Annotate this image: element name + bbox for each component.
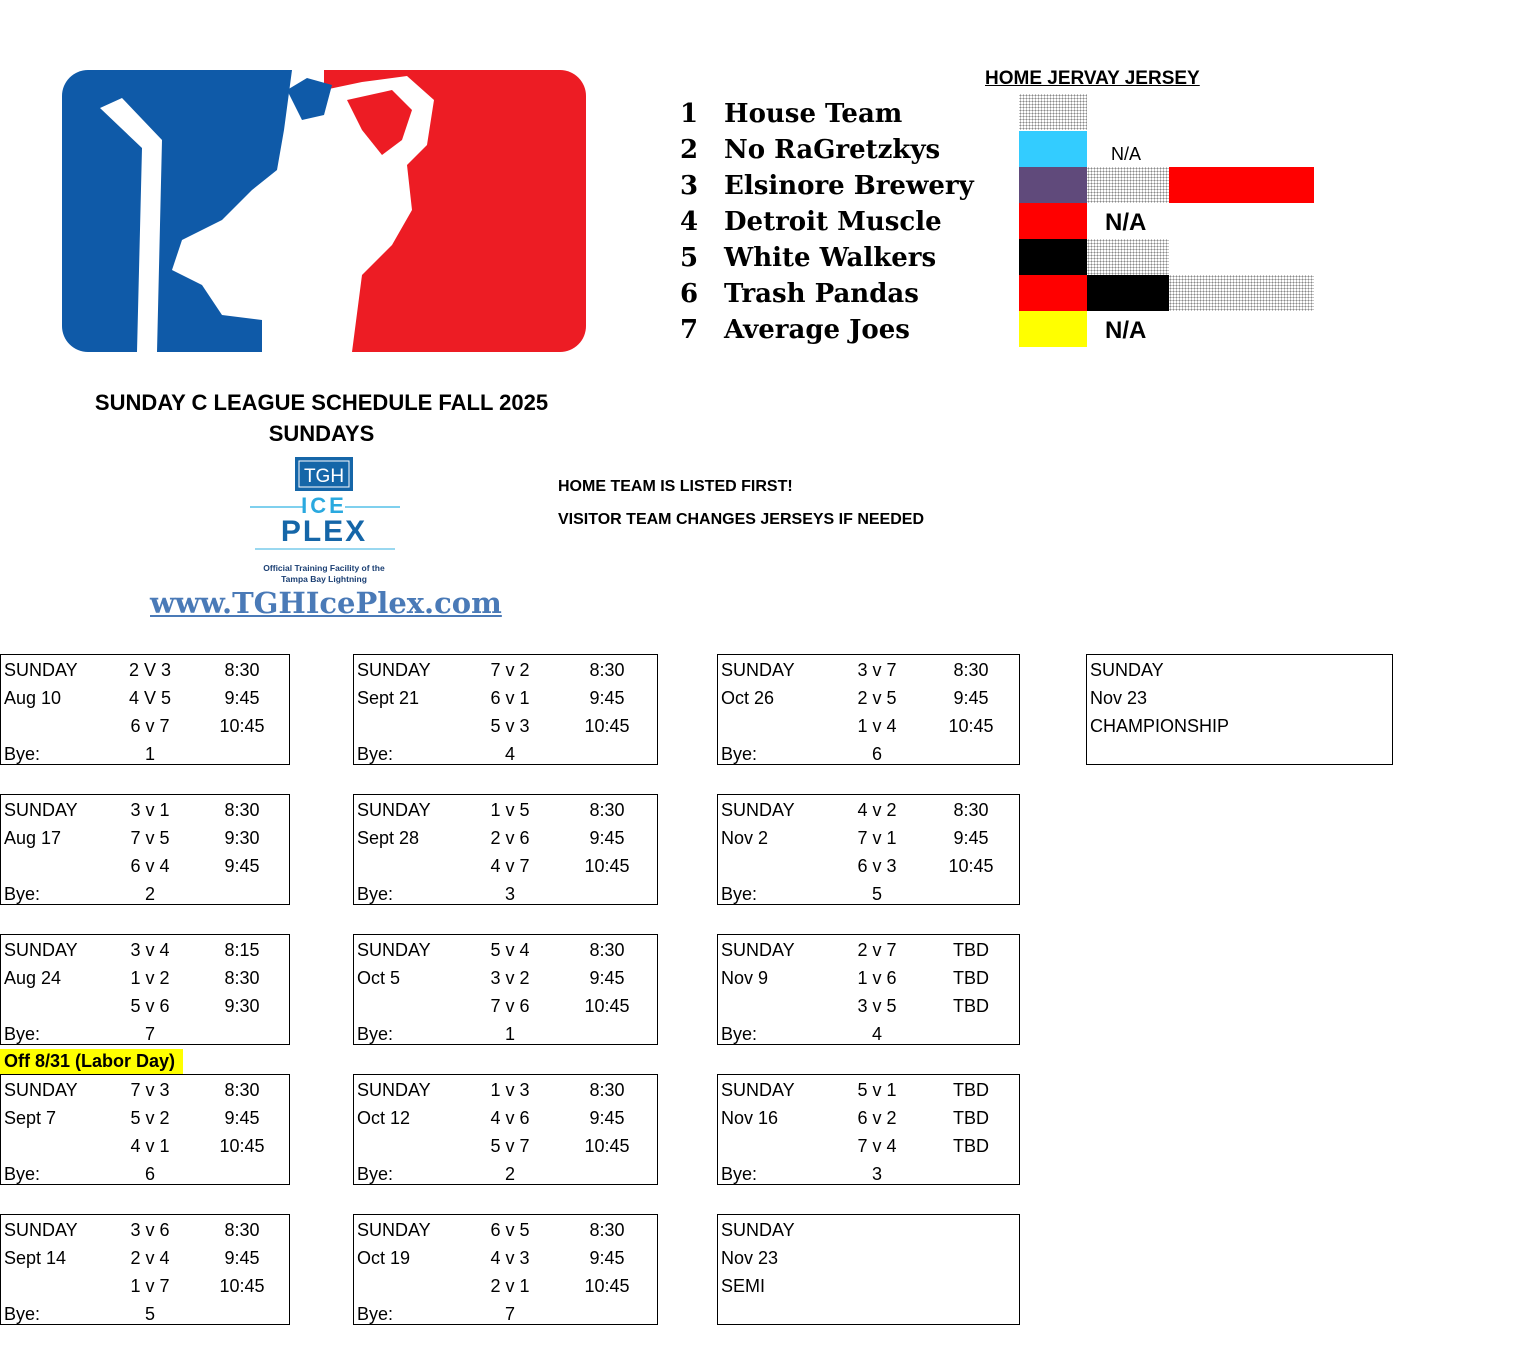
matchup: 4 v 7 — [490, 856, 530, 876]
game-time: 9:45 — [953, 688, 989, 708]
bye-team: 7 — [504, 1304, 515, 1324]
bye-team: 7 — [144, 1024, 155, 1044]
matchup: 1 v 7 — [130, 1276, 170, 1296]
game-time: TBD — [953, 1136, 989, 1156]
trash-pandas-away-jersey — [1087, 275, 1169, 311]
game-day-box — [0, 934, 290, 1045]
detroit-muscle-home-jersey — [1019, 203, 1087, 239]
game-time: 10:45 — [219, 716, 265, 736]
matchup: 6 v 1 — [490, 688, 530, 708]
matchup: 5 v 6 — [130, 996, 170, 1016]
date-label: Oct 5 — [357, 968, 401, 988]
date-label: Sept 7 — [4, 1108, 57, 1128]
bye-team: 1 — [504, 1024, 515, 1044]
game-time: TBD — [953, 1108, 989, 1128]
matchup: 4 v 3 — [490, 1248, 530, 1268]
game-time: 8:15 — [224, 940, 260, 960]
website-link[interactable]: www.TGHIcePlex.com — [150, 586, 502, 620]
date-label: Nov 16 — [721, 1108, 779, 1128]
matchup: 1 v 6 — [857, 968, 897, 988]
bye-label: Bye: — [357, 1024, 394, 1044]
team-name: Elsinore Brewery — [724, 171, 974, 201]
bye-team: 3 — [871, 1164, 882, 1184]
game-day-box — [0, 654, 290, 765]
game-time: 9:45 — [224, 1108, 260, 1128]
team-number: 4 — [680, 207, 699, 237]
bye-label: Bye: — [721, 884, 758, 904]
date-label: Oct 26 — [721, 688, 775, 708]
date-label: Nov 23 — [721, 1248, 779, 1268]
trash-pandas-third-jersey — [1169, 275, 1314, 311]
detroit-muscle-away-jersey: N/A — [1105, 209, 1147, 236]
matchup: 3 v 1 — [130, 800, 170, 820]
date-label: Oct 19 — [357, 1248, 411, 1268]
matchup: 7 v 4 — [857, 1136, 897, 1156]
bye-team: 4 — [504, 744, 515, 764]
date-label: Nov 23 — [1090, 688, 1148, 708]
day-label: SUNDAY — [4, 1080, 78, 1100]
bye-label: Bye: — [4, 884, 41, 904]
bye-team: 6 — [871, 744, 882, 764]
bye-team: 1 — [144, 744, 155, 764]
round-label: CHAMPIONSHIP — [1090, 716, 1230, 736]
bye-label: Bye: — [357, 1164, 394, 1184]
svg-text:Tampa Bay Lightning: Tampa Bay Lightning — [281, 574, 367, 584]
team-number: 1 — [680, 99, 699, 129]
matchup: 5 v 3 — [490, 716, 530, 736]
game-time: 8:30 — [953, 800, 989, 820]
white-walkers-home-jersey — [1019, 239, 1087, 275]
bye-label: Bye: — [721, 1164, 758, 1184]
game-time: 9:45 — [953, 828, 989, 848]
team-name: No RaGretzkys — [724, 135, 941, 165]
bye-label: Bye: — [721, 1024, 758, 1044]
game-time: 8:30 — [589, 800, 625, 820]
visitor-team-note: VISITOR TEAM CHANGES JERSEYS IF NEEDED — [558, 511, 924, 528]
matchup: 7 v 6 — [490, 996, 530, 1016]
team-name: Detroit Muscle — [724, 207, 942, 237]
day-label: SUNDAY — [4, 800, 78, 820]
day-label: SUNDAY — [357, 800, 431, 820]
average-joes-home-jersey — [1019, 311, 1087, 347]
bye-team: 5 — [871, 884, 882, 904]
matchup: 5 v 1 — [857, 1080, 897, 1100]
matchup: 6 v 5 — [490, 1220, 530, 1240]
day-label: SUNDAY — [721, 940, 795, 960]
team-number: 2 — [680, 135, 699, 165]
bye-team: 6 — [144, 1164, 155, 1184]
game-day-box — [353, 934, 658, 1045]
matchup: 2 v 7 — [857, 940, 897, 960]
home-team-note: HOME TEAM IS LISTED FIRST! — [558, 478, 793, 495]
game-day-box — [353, 654, 658, 765]
elsinore-home-jersey — [1019, 167, 1087, 203]
round-label: SEMI — [721, 1276, 766, 1296]
trash-pandas-home-jersey — [1019, 275, 1087, 311]
schedule-subtitle: SUNDAYS — [268, 421, 375, 446]
elsinore-third-jersey — [1169, 167, 1314, 203]
game-day-box — [353, 794, 658, 905]
game-time: TBD — [953, 1080, 989, 1100]
team-number: 3 — [680, 171, 699, 201]
game-time: 8:30 — [224, 968, 260, 988]
game-day-box — [1086, 654, 1393, 765]
average-joes-away-jersey: N/A — [1105, 317, 1147, 344]
game-time: 9:45 — [224, 688, 260, 708]
game-time: 10:45 — [948, 856, 994, 876]
game-day-box — [717, 934, 1020, 1045]
game-time: 8:30 — [953, 660, 989, 680]
game-time: 9:30 — [224, 828, 260, 848]
bye-label: Bye: — [4, 1164, 41, 1184]
day-label: SUNDAY — [357, 1080, 431, 1100]
matchup: 5 v 2 — [130, 1108, 170, 1128]
game-time: 9:45 — [589, 688, 625, 708]
matchup: 2 v 5 — [857, 688, 897, 708]
matchup: 4 V 5 — [128, 688, 172, 708]
date-label: Aug 10 — [4, 688, 62, 708]
bye-label: Bye: — [357, 1304, 394, 1324]
house-team-home-jersey — [1019, 94, 1087, 130]
date-label: Sept 14 — [4, 1248, 67, 1268]
game-time: 10:45 — [584, 856, 630, 876]
elsinore-away-jersey — [1087, 167, 1169, 203]
day-label: SUNDAY — [357, 660, 431, 680]
matchup: 1 v 2 — [130, 968, 170, 988]
bye-label: Bye: — [4, 744, 41, 764]
matchup: 6 v 2 — [857, 1108, 897, 1128]
game-time: 9:45 — [589, 828, 625, 848]
jersey-header: HOME JERVAY JERSEY — [985, 68, 1200, 89]
game-time: 8:30 — [589, 1220, 625, 1240]
game-time: 8:30 — [224, 1220, 260, 1240]
game-time: 9:45 — [224, 1248, 260, 1268]
day-label: SUNDAY — [721, 1220, 795, 1240]
day-label: SUNDAY — [4, 660, 78, 680]
svg-text:PLEX: PLEX — [280, 515, 368, 548]
game-time: TBD — [953, 996, 989, 1016]
matchup: 7 v 5 — [130, 828, 170, 848]
iceplex-logo — [245, 455, 405, 587]
matchup: 7 v 2 — [490, 660, 530, 680]
game-time: TBD — [953, 968, 989, 988]
game-time: 10:45 — [584, 996, 630, 1016]
game-time: 10:45 — [219, 1276, 265, 1296]
no-ragretzkys-home-jersey — [1019, 131, 1087, 167]
matchup: 3 v 2 — [490, 968, 530, 988]
date-label: Nov 2 — [721, 828, 769, 848]
bye-label: Bye: — [357, 884, 394, 904]
matchup: 7 v 1 — [857, 828, 897, 848]
game-day-box — [717, 654, 1020, 765]
labor-day-note: Off 8/31 (Labor Day) — [0, 1049, 183, 1074]
bye-team: 2 — [504, 1164, 515, 1184]
matchup: 2 V 3 — [128, 660, 172, 680]
bye-team: 4 — [871, 1024, 882, 1044]
bye-team: 5 — [144, 1304, 155, 1324]
matchup: 5 v 7 — [490, 1136, 530, 1156]
game-time: 9:45 — [589, 968, 625, 988]
game-day-box — [717, 1074, 1020, 1185]
matchup: 6 v 4 — [130, 856, 170, 876]
game-time: TBD — [953, 940, 989, 960]
matchup: 6 v 3 — [857, 856, 897, 876]
game-day-box — [0, 1074, 290, 1185]
game-time: 8:30 — [589, 1080, 625, 1100]
matchup: 3 v 5 — [857, 996, 897, 1016]
day-label: SUNDAY — [721, 1080, 795, 1100]
game-time: 10:45 — [584, 1276, 630, 1296]
game-day-box — [0, 794, 290, 905]
game-time: 8:30 — [589, 940, 625, 960]
league-logo — [62, 70, 586, 352]
game-time: 8:30 — [224, 800, 260, 820]
matchup: 3 v 4 — [130, 940, 170, 960]
white-walkers-away-jersey — [1087, 239, 1169, 275]
date-label: Oct 12 — [357, 1108, 411, 1128]
day-label: SUNDAY — [1090, 660, 1164, 680]
matchup: 2 v 4 — [130, 1248, 170, 1268]
matchup: 3 v 7 — [857, 660, 897, 680]
team-name: Average Joes — [724, 315, 910, 345]
team-number: 5 — [680, 243, 699, 273]
matchup: 4 v 6 — [490, 1108, 530, 1128]
date-label: Nov 9 — [721, 968, 769, 988]
game-time: 9:30 — [224, 996, 260, 1016]
date-label: Aug 24 — [4, 968, 62, 988]
matchup: 7 v 3 — [130, 1080, 170, 1100]
bye-team: 3 — [504, 884, 515, 904]
svg-text:TGH: TGH — [303, 466, 345, 487]
game-day-box — [717, 794, 1020, 905]
schedule-title: SUNDAY C LEAGUE SCHEDULE FALL 2025 — [94, 390, 549, 415]
date-label: Aug 17 — [4, 828, 62, 848]
matchup: 3 v 6 — [130, 1220, 170, 1240]
team-number: 6 — [680, 279, 699, 309]
team-name: White Walkers — [724, 243, 937, 273]
game-day-box — [353, 1074, 658, 1185]
matchup: 2 v 6 — [490, 828, 530, 848]
game-day-box — [717, 1214, 1020, 1325]
game-time: 9:45 — [589, 1248, 625, 1268]
game-time: 10:45 — [584, 716, 630, 736]
day-label: SUNDAY — [721, 800, 795, 820]
game-day-box — [353, 1214, 658, 1325]
team-name: House Team — [724, 99, 903, 129]
matchup: 4 v 2 — [857, 800, 897, 820]
game-time: 8:30 — [224, 1080, 260, 1100]
day-label: SUNDAY — [4, 1220, 78, 1240]
game-day-box — [0, 1214, 290, 1325]
game-time: 10:45 — [584, 1136, 630, 1156]
day-label: SUNDAY — [4, 940, 78, 960]
matchup: 2 v 1 — [490, 1276, 530, 1296]
date-label: Sept 28 — [357, 828, 420, 848]
game-time: 8:30 — [589, 660, 625, 680]
game-time: 9:45 — [224, 856, 260, 876]
day-label: SUNDAY — [357, 940, 431, 960]
bye-label: Bye: — [4, 1024, 41, 1044]
matchup: 1 v 4 — [857, 716, 897, 736]
date-label: Sept 21 — [357, 688, 420, 708]
bye-label: Bye: — [721, 744, 758, 764]
matchup: 1 v 3 — [490, 1080, 530, 1100]
matchup: 5 v 4 — [490, 940, 530, 960]
game-time: 9:45 — [589, 1108, 625, 1128]
game-time: 10:45 — [219, 1136, 265, 1156]
day-label: SUNDAY — [357, 1220, 431, 1240]
team-name: Trash Pandas — [724, 279, 919, 309]
game-time: 8:30 — [224, 660, 260, 680]
no-ragretzkys-away-jersey: N/A — [1111, 144, 1142, 164]
game-time: 10:45 — [948, 716, 994, 736]
matchup: 1 v 5 — [490, 800, 530, 820]
team-number: 7 — [680, 315, 699, 345]
svg-text:Official Training Facility of: Official Training Facility of the — [263, 563, 385, 573]
bye-label: Bye: — [4, 1304, 41, 1324]
day-label: SUNDAY — [721, 660, 795, 680]
bye-label: Bye: — [357, 744, 394, 764]
matchup: 6 v 7 — [130, 716, 170, 736]
bye-team: 2 — [144, 884, 155, 904]
matchup: 4 v 1 — [130, 1136, 170, 1156]
svg-text:ICE: ICE — [301, 493, 347, 518]
